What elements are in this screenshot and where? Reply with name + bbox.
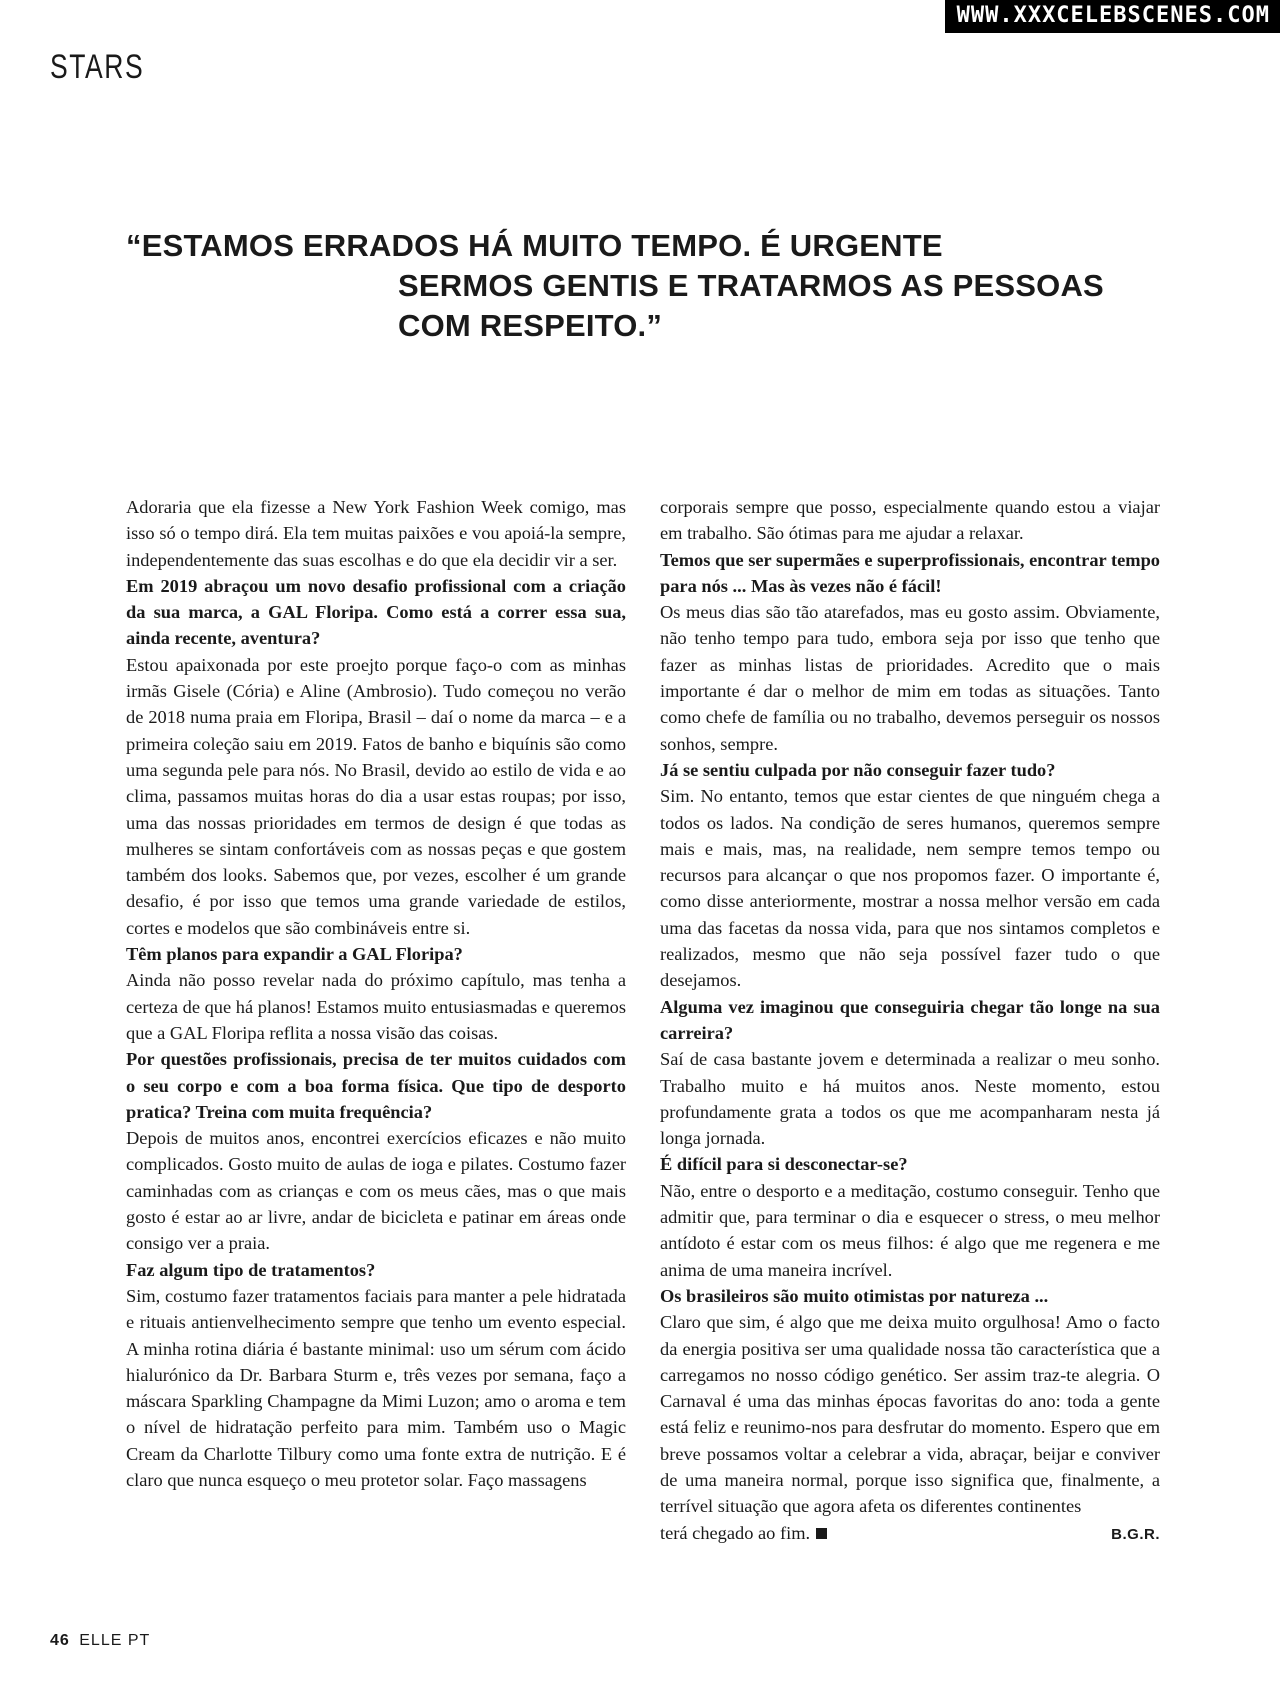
closing-text: terá chegado ao fim.: [660, 1522, 811, 1543]
article-column-left: [126, 494, 626, 1493]
page-number: 46: [50, 1632, 70, 1649]
answer-paragraph: Saí de casa bastante jovem e determinada a realizar o meu sonho. Trabalho muito e há muitos anos. Neste momento, estou profundamente grata a todos os que me acompanharam nesta já longa jornada.: [660, 1049, 1160, 1149]
interview-question: Já se sentiu culpada por não conseguir fazer tudo?: [660, 759, 1056, 780]
answer-paragraph: Sim. No entanto, temos que estar cientes de que ninguém chega a todos os lados. Na condição de seres humanos, queremos sempre mais e mais, mas, na realidade, nem sempre temos tempo ou recursos para alcançar o que nos propomos fazer. O importante é, como disse anteriormente, mostrar a nossa melhor versão em cada uma das facetas da nossa vida, para que nos sintamos completos e realizados, mesmo que não seja possível fazer tudo o que desejamos.: [660, 786, 1160, 991]
interview-question: Por questões profissionais, precisa de ter muitos cuidados com o seu corpo e com a boa forma física. Que tipo de desporto pratica? Treina com muita frequência?: [126, 1049, 626, 1122]
pull-quote-line-1: “ESTAMOS ERRADOS HÁ MUITO TEMPO. É URGENTE: [126, 228, 943, 263]
interview-question: Têm planos para expandir a GAL Floripa?: [126, 944, 463, 965]
publication-name: ELLE PT: [79, 1632, 151, 1649]
interview-question: Faz algum tipo de tratamentos?: [126, 1259, 376, 1280]
answer-paragraph: Sim, costumo fazer tratamentos faciais para manter a pele hidratada e rituais antienvelhecimento sempre que tenho um evento especial. A minha rotina diária é bastante minimal: uso um sérum com ácido hialurónico da Dr. Barbara Sturm e, três vezes por semana, faço a máscara Sparkling Champagne da Mimi Luzon; amo o aroma e tem o nível de hidratação perfeito para mim. Também uso o Magic Cream da Charlotte Tilbury como uma fonte extra de nutrição. E é claro que nunca esqueço o meu protetor solar. Faço massagens: [126, 1285, 626, 1490]
interview-question: Temos que ser supermães e superprofissionais, encontrar tempo para nós ... Mas às vezes não é fácil!: [660, 549, 1160, 596]
interview-question: É difícil para si desconectar-se?: [660, 1154, 908, 1175]
interview-question: Os brasileiros são muito otimistas por natureza ...: [660, 1285, 1049, 1306]
answer-paragraph: corporais sempre que posso, especialmente quando estou a viajar em trabalho. São ótimas para me ajudar a relaxar.: [660, 497, 1160, 544]
pull-quote: [60, 226, 1160, 346]
article-ending: [660, 1520, 1160, 1548]
section-label: STARS: [50, 48, 145, 86]
answer-paragraph: Os meus dias são tão atarefados, mas eu gosto assim. Obviamente, não tenho tempo para tudo, embora seja por isso que tenho que fazer as minhas listas de prioridades. Acredito que o mais importante é dar o melhor de mim em todas as situações. Tanto como chefe de família ou no trabalho, devemos perseguir os nossos sonhos, sempre.: [660, 602, 1160, 754]
watermark: WWW.XXXCELEBSCENES.COM: [945, 0, 1280, 33]
closing-line: [660, 1520, 827, 1546]
answer-paragraph: Adoraria que ela fizesse a New York Fashion Week comigo, mas isso só o tempo dirá. Ela tem muitas paixões e vou apoiá-la sempre, independentemente das suas escolhas e do que ela decidir vir a ser.: [126, 497, 626, 570]
author-signature: B.G.R.: [1111, 1525, 1160, 1543]
page-footer: [50, 1632, 150, 1650]
answer-paragraph: Estou apaixonada por este proejto porque faço-o com as minhas irmãs Gisele (Cória) e Aline (Ambrosio). Tudo começou no verão de 2018 numa praia em Floripa, Brasil – daí o nome da marca – e a primeira coleção saiu em 2019. Fatos de banho e biquínis são como uma segunda pele para nós. No Brasil, devido ao estilo de vida e ao clima, passamos muitas horas do dia a usar estas roupas; por isso, uma das nossas prioridades em termos de design é que todas as mulheres se sintam confortáveis com as nossas peças e que gostem também dos looks. Sabemos que, por vezes, escolher é um grande desafio, é por isso que temos uma grande variedade de estilos, cortes e modelos que são combináveis entre si.: [126, 654, 626, 938]
answer-paragraph: Não, entre o desporto e a meditação, costumo conseguir. Tenho que admitir que, para terminar o dia e esquecer o stress, o meu melhor antídoto é estar com os meus filhos: é algo que me regenera e me anima de uma maneira incrível.: [660, 1180, 1160, 1280]
interview-question: Em 2019 abraçou um novo desafio profissional com a criação da sua marca, a GAL Floripa. Como está a correr essa sua, ainda recente, aventura?: [126, 575, 626, 649]
pull-quote-line-2: SERMOS GENTIS E TRATARMOS AS PESSOAS COM RESPEITO.”: [398, 268, 1104, 343]
answer-paragraph: Ainda não posso revelar nada do próximo capítulo, mas tenha a certeza de que há planos! Estamos muito entusiasmadas e queremos que a GAL Floripa reflita a nossa visão das coisas.: [126, 970, 626, 1043]
interview-question: Alguma vez imaginou que conseguiria chegar tão longe na sua carreira?: [660, 996, 1160, 1043]
end-of-article-mark: [816, 1528, 827, 1539]
article-column-right: [660, 494, 1160, 1548]
answer-paragraph: Claro que sim, é algo que me deixa muito orgulhosa! Amo o facto da energia positiva ser uma qualidade nossa tão característica que a carregamos no nosso código genético. Ser assim traz-te alegria. O Carnaval é uma das minhas épocas favoritas do ano: toda a gente está feliz e reunimo-nos para desfrutar do momento. Espero que em breve possamos voltar a celebrar a vida, abraçar, beijar e conviver de uma maneira normal, porque isso significa que, finalmente, a terrível situação que agora afeta os diferentes continentes: [660, 1312, 1160, 1517]
answer-paragraph: Depois de muitos anos, encontrei exercícios eficazes e não muito complicados. Gosto muito de aulas de ioga e pilates. Costumo fazer caminhadas com as crianças e com os meus cães, mas o que mais gosto é estar ao ar livre, andar de bicicleta e patinar em áreas onde consigo ver a praia.: [126, 1128, 626, 1254]
